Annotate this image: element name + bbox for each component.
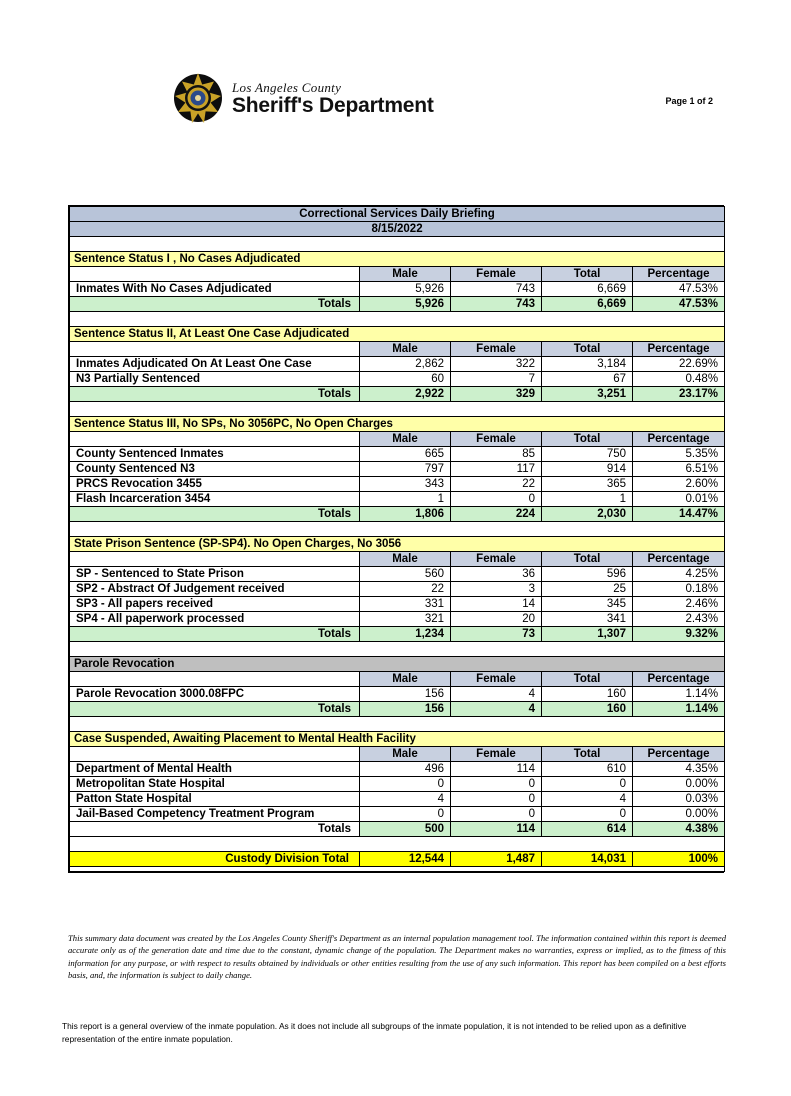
totals-female: 73 xyxy=(451,627,542,642)
row-label: Jail-Based Competency Treatment Program xyxy=(70,807,360,822)
row-total: 67 xyxy=(542,372,633,387)
table-row xyxy=(70,462,725,477)
row-label: Department of Mental Health xyxy=(70,762,360,777)
row-female: 0 xyxy=(451,792,542,807)
column-header-row-3 xyxy=(70,432,725,447)
row-female: 4 xyxy=(451,687,542,702)
column-header-female: Female xyxy=(451,432,542,447)
agency-logo xyxy=(172,72,434,124)
row-percentage: 0.18% xyxy=(633,582,725,597)
row-female: 743 xyxy=(451,282,542,297)
row-total: 365 xyxy=(542,477,633,492)
table-row xyxy=(70,447,725,462)
report-title-row xyxy=(70,207,725,222)
row-label: Patton State Hospital xyxy=(70,792,360,807)
report-sheet xyxy=(68,205,724,873)
row-male: 5,926 xyxy=(360,282,451,297)
totals-total: 3,251 xyxy=(542,387,633,402)
column-header-total: Total xyxy=(542,672,633,687)
agency-department-label: Sheriff's Department xyxy=(232,93,434,117)
report-date-row xyxy=(70,222,725,237)
row-female: 14 xyxy=(451,597,542,612)
row-total: 345 xyxy=(542,597,633,612)
section-totals-row xyxy=(70,507,725,522)
totals-male: 156 xyxy=(360,702,451,717)
section-totals-row xyxy=(70,387,725,402)
row-label: Inmates With No Cases Adjudicated xyxy=(70,282,360,297)
table-row xyxy=(70,357,725,372)
column-header-female: Female xyxy=(451,267,542,282)
row-male: 331 xyxy=(360,597,451,612)
row-label: County Sentenced N3 xyxy=(70,462,360,477)
table-row xyxy=(70,567,725,582)
footer-note-text: This report is a general overview of the inmate population. As it does not include all subgroups of the inmate population, it is not intended to be relied upon as a definitive representation of the entire inmate population. xyxy=(62,1021,687,1044)
totals-male: 1,806 xyxy=(360,507,451,522)
table-row xyxy=(70,612,725,627)
row-female: 36 xyxy=(451,567,542,582)
row-label: Flash Incarceration 3454 xyxy=(70,492,360,507)
grand-total-percentage: 100% xyxy=(633,852,725,867)
totals-total: 6,669 xyxy=(542,297,633,312)
row-total: 750 xyxy=(542,447,633,462)
totals-total: 160 xyxy=(542,702,633,717)
table-row xyxy=(70,762,725,777)
column-header-male: Male xyxy=(360,747,451,762)
section-heading-4: State Prison Sentence (SP-SP4). No Open Charges, No 3056 xyxy=(70,537,725,552)
row-spacer xyxy=(70,237,725,252)
document-page xyxy=(0,72,791,1096)
row-male: 496 xyxy=(360,762,451,777)
column-header-female: Female xyxy=(451,552,542,567)
table-row xyxy=(70,597,725,612)
page-number: Page 1 of 2 xyxy=(665,96,713,106)
row-male: 0 xyxy=(360,807,451,822)
row-female: 0 xyxy=(451,777,542,792)
table-row xyxy=(70,807,725,822)
row-female: 114 xyxy=(451,762,542,777)
sheriff-star-badge-icon xyxy=(172,72,224,124)
report-table xyxy=(69,206,725,872)
totals-female: 4 xyxy=(451,702,542,717)
section-totals-row xyxy=(70,297,725,312)
row-female: 85 xyxy=(451,447,542,462)
totals-male: 2,922 xyxy=(360,387,451,402)
table-row xyxy=(70,777,725,792)
table-row xyxy=(70,792,725,807)
section-heading-3: Sentence Status III, No SPs, No 3056PC, No Open Charges xyxy=(70,417,725,432)
totals-percentage: 1.14% xyxy=(633,702,725,717)
table-row xyxy=(70,687,725,702)
totals-label: Totals xyxy=(70,822,360,837)
column-header-male: Male xyxy=(360,552,451,567)
row-percentage: 5.35% xyxy=(633,447,725,462)
row-percentage: 4.25% xyxy=(633,567,725,582)
column-header-row-2 xyxy=(70,342,725,357)
totals-label: Totals xyxy=(70,627,360,642)
row-total: 1 xyxy=(542,492,633,507)
row-male: 560 xyxy=(360,567,451,582)
column-header-male: Male xyxy=(360,672,451,687)
row-spacer xyxy=(70,837,725,852)
row-male: 0 xyxy=(360,777,451,792)
row-female: 3 xyxy=(451,582,542,597)
row-female: 0 xyxy=(451,492,542,507)
grand-total-male: 12,544 xyxy=(360,852,451,867)
row-total: 0 xyxy=(542,807,633,822)
table-row xyxy=(70,372,725,387)
row-percentage: 2.43% xyxy=(633,612,725,627)
row-female: 117 xyxy=(451,462,542,477)
section-totals-row xyxy=(70,822,725,837)
totals-label: Totals xyxy=(70,507,360,522)
row-label: SP4 - All paperwork processed xyxy=(70,612,360,627)
row-male: 1 xyxy=(360,492,451,507)
totals-percentage: 23.17% xyxy=(633,387,725,402)
totals-total: 1,307 xyxy=(542,627,633,642)
row-female: 22 xyxy=(451,477,542,492)
totals-female: 329 xyxy=(451,387,542,402)
column-header-total: Total xyxy=(542,267,633,282)
row-percentage: 47.53% xyxy=(633,282,725,297)
column-header-blank xyxy=(70,747,360,762)
grand-total-total: 14,031 xyxy=(542,852,633,867)
row-spacer xyxy=(70,522,725,537)
row-total: 25 xyxy=(542,582,633,597)
column-header-percentage: Percentage xyxy=(633,747,725,762)
grand-total-label: Custody Division Total xyxy=(70,852,360,867)
row-spacer xyxy=(70,402,725,417)
row-female: 0 xyxy=(451,807,542,822)
totals-percentage: 14.47% xyxy=(633,507,725,522)
totals-percentage: 4.38% xyxy=(633,822,725,837)
row-label: N3 Partially Sentenced xyxy=(70,372,360,387)
totals-female: 743 xyxy=(451,297,542,312)
row-female: 7 xyxy=(451,372,542,387)
table-row xyxy=(70,582,725,597)
row-total: 610 xyxy=(542,762,633,777)
row-spacer xyxy=(70,312,725,327)
row-percentage: 0.00% xyxy=(633,777,725,792)
column-header-female: Female xyxy=(451,672,542,687)
column-header-total: Total xyxy=(542,747,633,762)
row-label: SP3 - All papers received xyxy=(70,597,360,612)
agency-county-label: Los Angeles County xyxy=(232,79,342,95)
totals-percentage: 9.32% xyxy=(633,627,725,642)
row-male: 665 xyxy=(360,447,451,462)
row-percentage: 0.00% xyxy=(633,807,725,822)
totals-male: 1,234 xyxy=(360,627,451,642)
row-total: 4 xyxy=(542,792,633,807)
row-label: Parole Revocation 3000.08FPC xyxy=(70,687,360,702)
row-percentage: 1.14% xyxy=(633,687,725,702)
row-label: County Sentenced Inmates xyxy=(70,447,360,462)
row-male: 2,862 xyxy=(360,357,451,372)
row-percentage: 2.60% xyxy=(633,477,725,492)
agency-name xyxy=(232,81,434,116)
column-header-percentage: Percentage xyxy=(633,267,725,282)
section-totals-row xyxy=(70,627,725,642)
column-header-total: Total xyxy=(542,432,633,447)
row-label: Metropolitan State Hospital xyxy=(70,777,360,792)
report-date: 8/15/2022 xyxy=(70,222,725,237)
column-header-row-1 xyxy=(70,267,725,282)
row-percentage: 22.69% xyxy=(633,357,725,372)
row-spacer xyxy=(70,867,725,872)
row-label: SP2 - Abstract Of Judgement received xyxy=(70,582,360,597)
row-percentage: 2.46% xyxy=(633,597,725,612)
column-header-male: Male xyxy=(360,342,451,357)
column-header-total: Total xyxy=(542,342,633,357)
disclaimer-text: This summary data document was created by the Los Angeles County Sheriff's Department as an internal population management tool. The information contained within this report is deemed accurate only as of the generation date and time due to the constant, dynamic change of the population. The Department makes no warranties, express or implied, as to the fitness of this information for any purpose, or with respect to results obtained by individuals or other entities resulting from the use of any such information. This report has been compiled on a best efforts basis, and, the information is subject to daily change. xyxy=(68,933,726,981)
column-header-female: Female xyxy=(451,342,542,357)
grand-total-female: 1,487 xyxy=(451,852,542,867)
table-row xyxy=(70,492,725,507)
column-header-blank xyxy=(70,672,360,687)
row-total: 914 xyxy=(542,462,633,477)
row-male: 60 xyxy=(360,372,451,387)
column-header-female: Female xyxy=(451,747,542,762)
row-spacer xyxy=(70,717,725,732)
row-total: 3,184 xyxy=(542,357,633,372)
row-male: 797 xyxy=(360,462,451,477)
row-female: 322 xyxy=(451,357,542,372)
totals-male: 5,926 xyxy=(360,297,451,312)
row-percentage: 4.35% xyxy=(633,762,725,777)
section-heading-6: Case Suspended, Awaiting Placement to Mental Health Facility xyxy=(70,732,725,747)
column-header-total: Total xyxy=(542,552,633,567)
document-header xyxy=(0,72,791,134)
column-header-percentage: Percentage xyxy=(633,432,725,447)
section-totals-row xyxy=(70,702,725,717)
column-header-male: Male xyxy=(360,432,451,447)
row-male: 343 xyxy=(360,477,451,492)
row-total: 596 xyxy=(542,567,633,582)
row-percentage: 0.03% xyxy=(633,792,725,807)
section-heading-2: Sentence Status II, At Least One Case Adjudicated xyxy=(70,327,725,342)
totals-label: Totals xyxy=(70,387,360,402)
totals-total: 614 xyxy=(542,822,633,837)
section-heading-5: Parole Revocation xyxy=(70,657,725,672)
row-male: 22 xyxy=(360,582,451,597)
totals-male: 500 xyxy=(360,822,451,837)
totals-label: Totals xyxy=(70,297,360,312)
row-total: 0 xyxy=(542,777,633,792)
totals-female: 224 xyxy=(451,507,542,522)
totals-female: 114 xyxy=(451,822,542,837)
column-header-blank xyxy=(70,267,360,282)
row-male: 156 xyxy=(360,687,451,702)
row-label: Inmates Adjudicated On At Least One Case xyxy=(70,357,360,372)
column-header-row-6 xyxy=(70,747,725,762)
row-total: 160 xyxy=(542,687,633,702)
custody-division-total-row xyxy=(70,852,725,867)
row-female: 20 xyxy=(451,612,542,627)
totals-percentage: 47.53% xyxy=(633,297,725,312)
row-total: 6,669 xyxy=(542,282,633,297)
row-percentage: 0.48% xyxy=(633,372,725,387)
row-label: PRCS Revocation 3455 xyxy=(70,477,360,492)
report-title: Correctional Services Daily Briefing xyxy=(70,207,725,222)
column-header-row-4 xyxy=(70,552,725,567)
totals-label: Totals xyxy=(70,702,360,717)
row-label: SP - Sentenced to State Prison xyxy=(70,567,360,582)
section-heading-1: Sentence Status I , No Cases Adjudicated xyxy=(70,252,725,267)
row-percentage: 6.51% xyxy=(633,462,725,477)
table-row xyxy=(70,477,725,492)
column-header-percentage: Percentage xyxy=(633,342,725,357)
row-male: 4 xyxy=(360,792,451,807)
row-spacer xyxy=(70,642,725,657)
column-header-percentage: Percentage xyxy=(633,672,725,687)
column-header-percentage: Percentage xyxy=(633,552,725,567)
row-percentage: 0.01% xyxy=(633,492,725,507)
column-header-blank xyxy=(70,552,360,567)
row-total: 341 xyxy=(542,612,633,627)
column-header-row-5 xyxy=(70,672,725,687)
column-header-blank xyxy=(70,432,360,447)
row-male: 321 xyxy=(360,612,451,627)
column-header-male: Male xyxy=(360,267,451,282)
table-row xyxy=(70,282,725,297)
totals-total: 2,030 xyxy=(542,507,633,522)
column-header-blank xyxy=(70,342,360,357)
